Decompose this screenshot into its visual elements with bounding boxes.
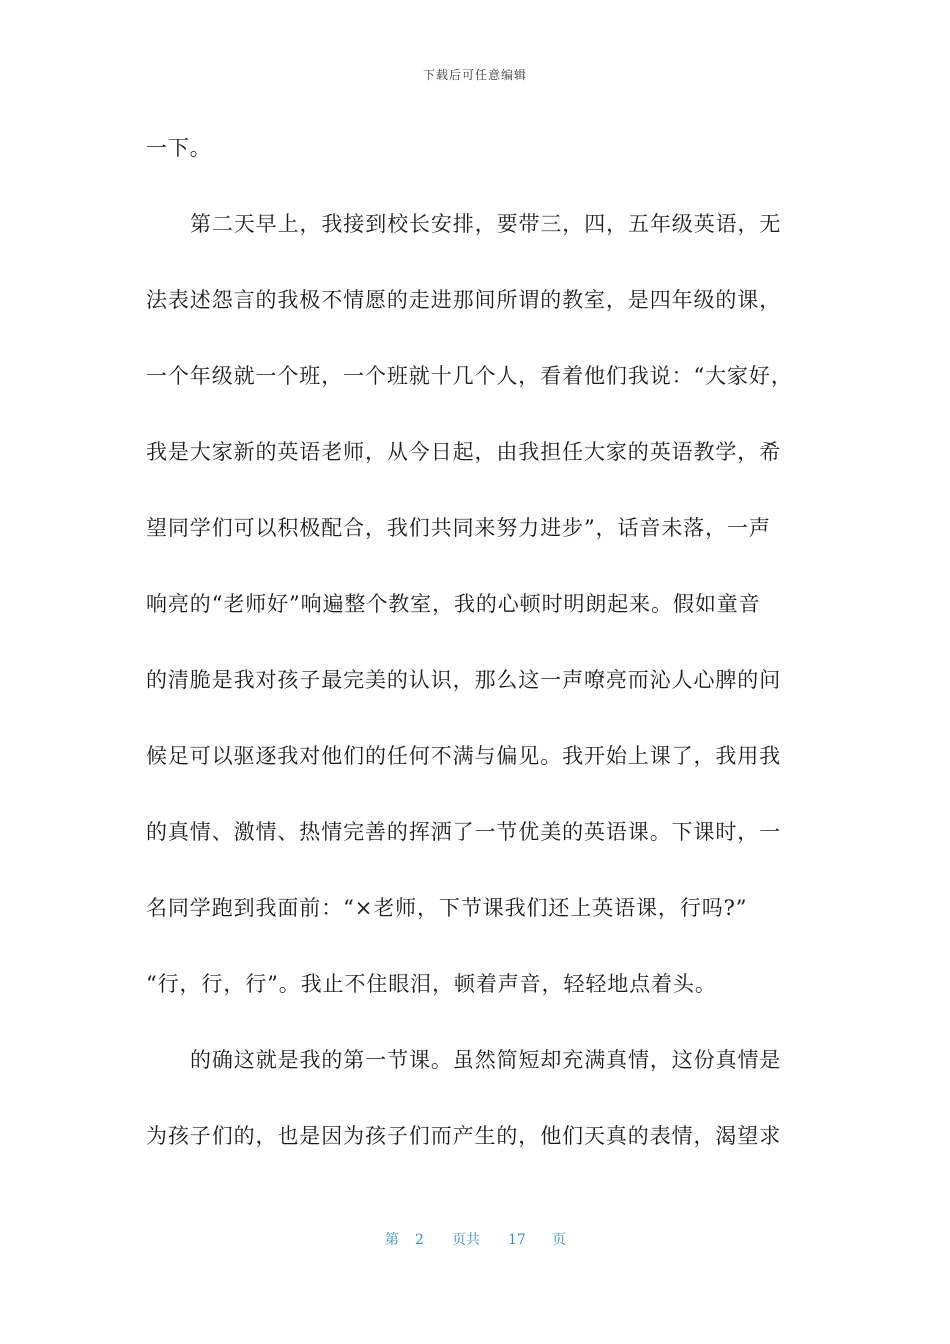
page-label-suffix: 页: [552, 1232, 566, 1248]
text-line: 法表述怨言的我极不情愿的走进那间所谓的教室，是四年级的课，: [146, 288, 782, 312]
page-label-middle: 页共: [452, 1232, 480, 1248]
text-line: 一下。: [146, 136, 212, 160]
text-line: 的确这就是我的第一节课。虽然简短却充满真情，这份真情是: [190, 1048, 782, 1072]
text-line: 候足可以驱逐我对他们的任何不满与偏见。我开始上课了，我用我: [146, 744, 782, 768]
text-line: 为孩子们的，也是因为孩子们而产生的，他们天真的表情，渴望求: [146, 1124, 782, 1148]
text-line: 第二天早上，我接到校长安排，要带三，四，五年级英语，无: [190, 212, 782, 236]
text-line: 的真情、激情、热情完善的挥洒了一节优美的英语课。下课时，一: [146, 820, 782, 844]
page-header: 下载后可任意编辑: [422, 68, 527, 82]
text-line: 望同学们可以积极配合，我们共同来努力进步”，话音未落，一声: [146, 516, 771, 540]
text-line: 名同学跑到我面前：“×老师，下节课我们还上英语课，行吗?”: [146, 896, 748, 920]
total-page-count: 17: [508, 1232, 526, 1248]
text-line: “行，行，行”。我止不住眼泪，顿着声音，轻轻地点着头。: [146, 972, 717, 996]
text-line: 我是大家新的英语老师，从今日起，由我担任大家的英语教学，希: [146, 440, 782, 464]
page-label-prefix: 第: [385, 1232, 399, 1248]
page-footer: [0, 1228, 950, 1252]
text-line: 一个年级就一个班，一个班就十几个人，看着他们我说：“大家好，: [146, 364, 793, 388]
text-line: 的清脆是我对孩子最完美的认识，那么这一声嘹亮而沁人心脾的问: [146, 668, 782, 692]
current-page-number: 2: [415, 1232, 424, 1248]
text-line: 响亮的“老师好”响遍整个教室，我的心顿时明朗起来。假如童音: [146, 592, 761, 616]
